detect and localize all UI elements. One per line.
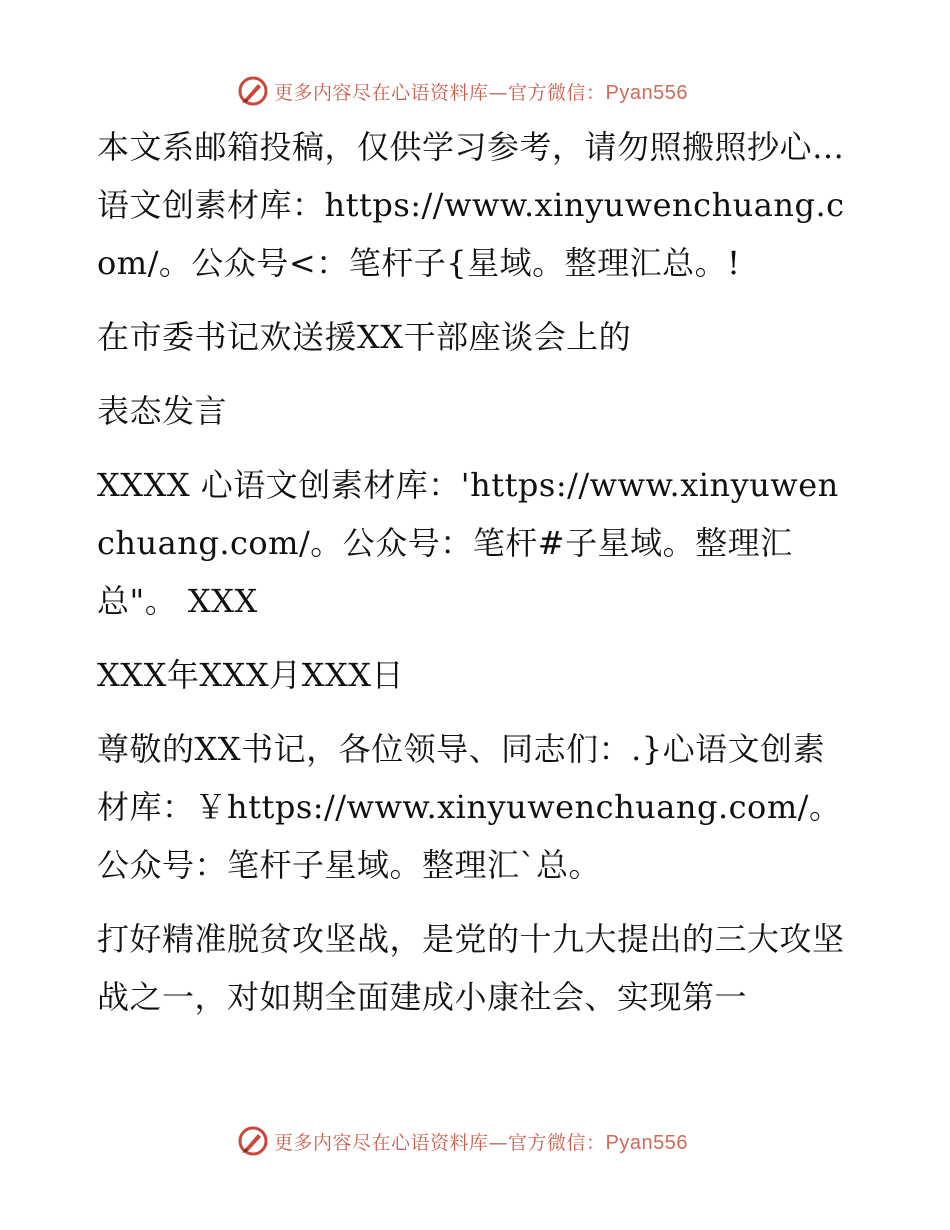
header-watermark [236, 74, 688, 108]
document-body [97, 118, 857, 1042]
footer-watermark [236, 1124, 688, 1158]
salutation-paragraph: 尊敬的XX书记，各位领导、同志们：.}心语文创素材库：￥https://www.xinyuwenchuang.com/。公众号：笔杆子星域。整理汇`总。 [97, 730, 842, 884]
title-line-1: 在市委书记欢送援XX干部座谈会上的 [97, 318, 632, 356]
pen-logo-icon [236, 74, 270, 108]
watermark-text: 更多内容尽在心语资料库—官方微信：Pyan556 [274, 1131, 688, 1154]
pen-logo-icon [236, 1124, 270, 1158]
body-paragraph: 打好精准脱贫攻坚战，是党的十九大提出的三大攻坚战之一，对如期全面建成小康社会、实现第一 [97, 920, 845, 1016]
watermark-text: 更多内容尽在心语资料库—官方微信：Pyan556 [274, 81, 688, 104]
title-line-2: 表态发言 [97, 392, 228, 430]
date-line: XXX年XXX月XXX日 [97, 656, 405, 694]
author-paragraph: XXXX 心语文创素材库：'https://www.xinyuwenchuang.com/。公众号：笔杆#子星域。整理汇总"。 XXX [97, 466, 839, 620]
intro-paragraph: 本文系邮箱投稿，仅供学习参考，请勿照搬照抄心…语文创素材库：https://www.xinyuwenchuang.com/。公众号<：笔杆子{星域。整理汇总。! [97, 128, 845, 282]
